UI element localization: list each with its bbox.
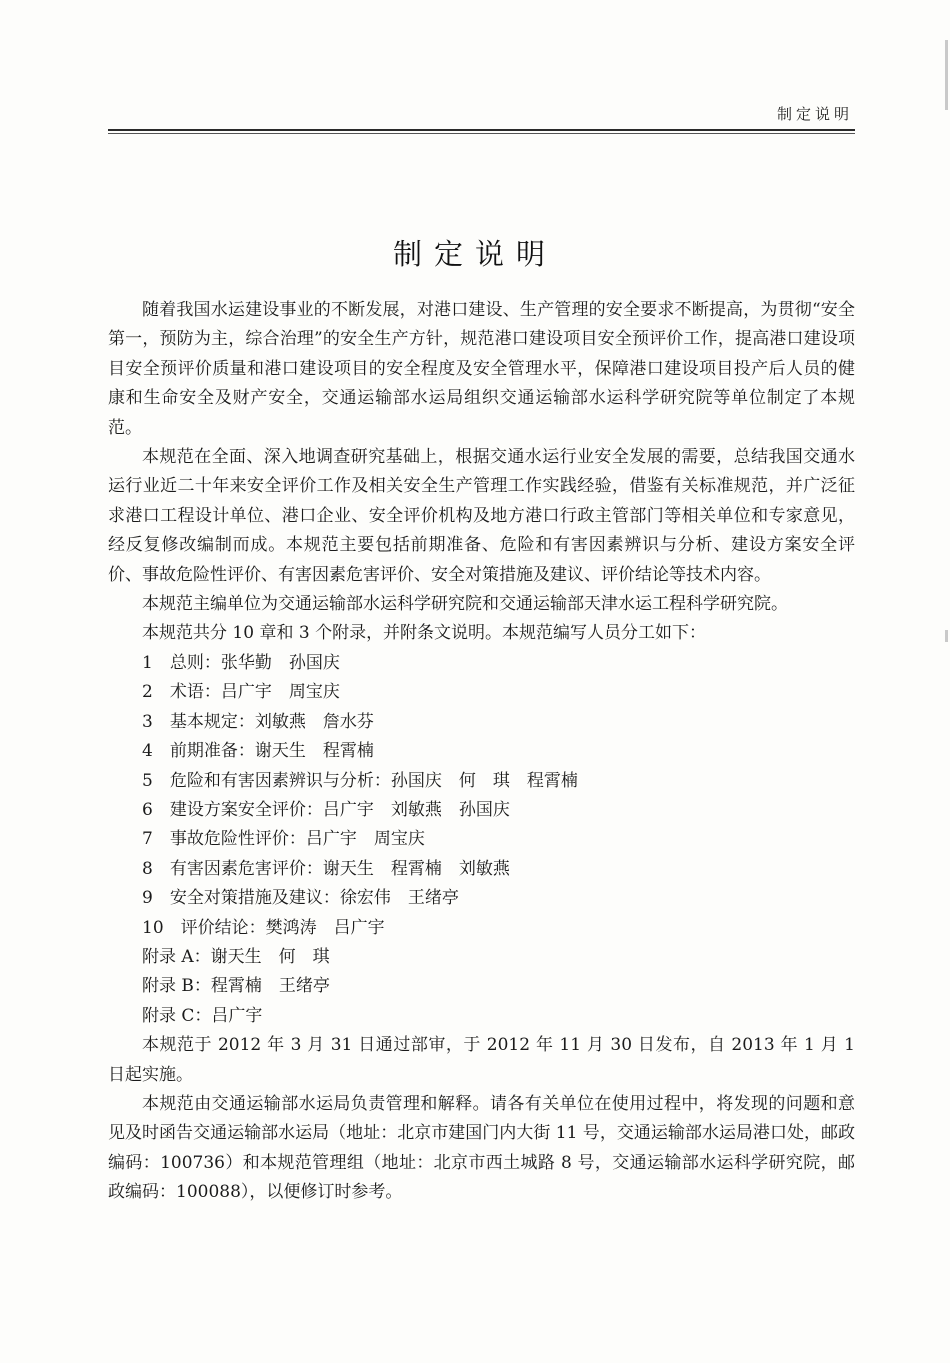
author-list-item: 附录 B：程霄楠 王绪亭 [142,976,330,997]
author-list-item: 6 建设方案安全评价：吕广宇 刘敏燕 孙国庆 [142,799,510,820]
paragraph-structure: 本规范共分 10 章和 3 个附录，并附条文说明。本规范编写人员分工如下： [142,623,707,644]
author-list-item: 9 安全对策措施及建议：徐宏伟 王绪亭 [142,888,459,909]
author-list-item: 3 基本规定：刘敏燕 詹水芬 [142,711,374,732]
author-list-item: 10 评价结论：樊鸿涛 吕广宇 [142,917,385,938]
scan-edge-mark [945,630,948,642]
document-body [108,296,855,1208]
author-list-item: 2 术语：吕广宇 周宝庆 [142,682,340,703]
scan-edge-mark [945,40,948,110]
author-list-item: 附录 C：吕广宇 [142,1005,263,1026]
author-list [108,649,855,1031]
paragraph-process: 本规范在全面、深入地调查研究基础上，根据交通水运行业安全发展的需要，总结我国交通水运行业近二十年来安全评价工作及相关安全生产管理工作实践经验，借鉴有关标准规范，并广泛征求港口工程设计单位、港口企业、安全评价机构及地方港口行政主管部门等相关单位和专家意见，经反复修改编制而成。本规范主要包括前期准备、危险和有害因素辨识与分析、建设方案安全评价、事故危险性评价、有害因素危害评价、安全对策措施及建议、评价结论等技术内容。 [108,447,855,585]
author-list-item: 8 有害因素危害评价：谢天生 程霄楠 刘敏燕 [142,858,510,879]
header-rule [108,129,855,131]
author-list-item: 附录 A：谢天生 何 琪 [142,946,330,967]
header-rule-thin [108,133,855,134]
author-list-item: 7 事故危险性评价：吕广宇 周宝庆 [142,829,425,850]
paragraph-contact: 本规范由交通运输部水运局负责管理和解释。请各有关单位在使用过程中，将发现的问题和意见及时函告交通运输部水运局（地址：北京市建国门内大街 11 号，交通运输部水运局港口处，邮政编码：100736）和本规范管理组（地址：北京市西土城路 8 号，交通运输部水运科学研究院，邮政编码：100088），以便修订时参考。 [108,1093,855,1203]
author-list-item: 4 前期准备：谢天生 程霄楠 [142,741,374,762]
author-list-item: 1 总则：张华勤 孙国庆 [142,652,340,673]
running-header: 制定说明 [776,105,853,123]
paragraph-chief-units: 本规范主编单位为交通运输部水运科学研究院和交通运输部天津水运工程科学研究院。 [142,594,788,615]
author-list-item: 5 危险和有害因素辨识与分析：孙国庆 何 琪 程霄楠 [142,770,578,791]
page-title: 制定说明 [392,237,557,271]
paragraph-effective-date: 本规范于 2012 年 3 月 31 日通过部审，于 2012 年 11 月 30 日发布，自 2013 年 1 月 1 日起实施。 [108,1035,855,1085]
paragraph-background: 随着我国水运建设事业的不断发展，对港口建设、生产管理的安全要求不断提高，为贯彻“安全第一，预防为主，综合治理”的安全生产方针，规范港口建设项目安全预评价工作，提高港口建设项目安全预评价质量和港口建设项目的安全程度及安全管理水平，保障港口建设项目投产后人员的健康和生命安全及财产安全，交通运输部水运局组织交通运输部水运科学研究院等单位制定了本规范。 [108,300,855,438]
